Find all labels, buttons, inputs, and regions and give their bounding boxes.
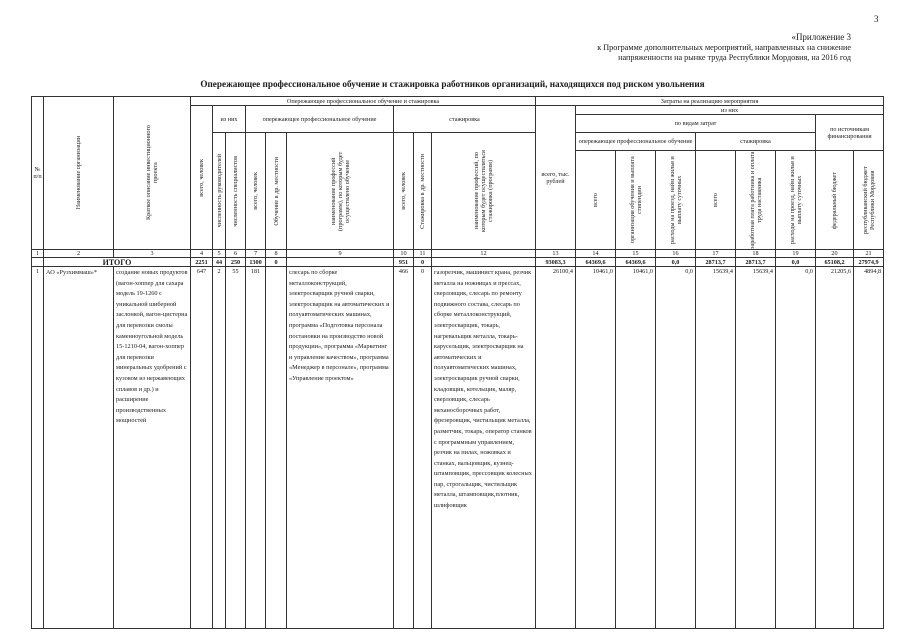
total-cell: 0	[414, 258, 432, 267]
header-internship: стажировка	[394, 106, 536, 133]
total-cell: 44	[213, 258, 226, 267]
header-project: Краткое описание инвестиционного проекта	[114, 97, 191, 250]
total-cell: 93083,3	[536, 258, 576, 267]
header-adv-professions: наименование профессий (программ), по которым будет осуществлено обучение	[287, 133, 394, 250]
total-cell: 0,0	[776, 258, 816, 267]
header-by-source: по источникам финансирования	[816, 115, 884, 151]
total-cell: 0	[266, 258, 287, 267]
header-training-group: Опережающее профессиональное обучение и стажировка	[191, 97, 536, 106]
col-num: 17	[696, 250, 736, 258]
header-costs-int: стажировка	[696, 133, 816, 151]
col-num: 16	[656, 250, 696, 258]
header-of-them: из них	[213, 106, 246, 133]
total-cell: 64369,6	[576, 258, 616, 267]
header-costs-republic: республиканский бюджет Республики Мордовия	[854, 151, 884, 250]
col-num: 7	[246, 250, 266, 258]
header-by-type: по видам затрат	[576, 115, 816, 133]
cell-costs-total: 26100,4	[536, 267, 576, 629]
col-num: 9	[287, 250, 394, 258]
total-cell	[32, 258, 44, 267]
header-costs-adv: опережающее профессиональное обучение	[576, 133, 696, 151]
col-num: 5	[213, 250, 226, 258]
cell-int-other-location: 0	[414, 267, 432, 629]
header-adv-total: всего, человек	[246, 133, 266, 250]
col-num: 13	[536, 250, 576, 258]
appendix-line-1: к Программе дополнительных мероприятий, направленных на снижение	[597, 42, 851, 52]
cell-costs-adv-total: 10461,0	[576, 267, 616, 629]
header-costs-federal: федеральный бюджет	[816, 151, 854, 250]
header-managers: численность руководителей	[213, 133, 226, 250]
col-num: 11	[414, 250, 432, 258]
page-number: 3	[874, 14, 879, 24]
header-costs-adv-org: организация обучения и выплата стипендии	[616, 151, 656, 250]
header-costs-adv-total: всего	[576, 151, 616, 250]
header-int-professions: наименование профессий, по которым будет осуществляться стажировка (программ)	[432, 133, 536, 250]
int-professions-list: газорезчик, машинист крана, резчик металла на ножницах и прессах, сверловщик, слесарь по ремонту подвижного состава, слесарь по сборке металлоконструкций, электросварщик, токарь, нагревальщик металла, токарь-карусельщик, электросварщик на автоматических и полуавтоматических машинах, электросварщик ручной сварки, кладовщик, котельщик, маляр, сверловщик, слесарь механосборочных работ, фрезеровщик, чистильщик металла, разметчик, токарь, оператор станков с программным управлением, резчик на пилах, ножовках и станках, вальцовщик, кузнец-штамповщик, прессовщик колесных пар, строгальщик, чистильщик металла, штамповщик,плотник, шлифовщик	[432, 267, 536, 629]
col-num: 10	[394, 250, 414, 258]
cell-adv-total: 181	[246, 267, 266, 629]
col-num: 3	[114, 250, 191, 258]
total-cell: 27974,9	[854, 258, 884, 267]
total-cell: 0,0	[656, 258, 696, 267]
col-num: 8	[266, 250, 287, 258]
header-costs-total: всего, тыс. рублей	[536, 106, 576, 250]
col-num: 12	[432, 250, 536, 258]
header-int-total: всего, человек	[394, 133, 414, 250]
header-org: Наименование организации	[44, 97, 114, 250]
header-total-persons: всего, человек	[191, 106, 213, 250]
col-num: 19	[776, 250, 816, 258]
header-specialists: численность специалистов	[226, 133, 246, 250]
header-adv-other-location: Обучение в др. местности	[266, 133, 287, 250]
header-costs-int-total: всего	[696, 151, 736, 250]
cell-costs-federal: 21205,6	[816, 267, 854, 629]
header-int-other-location: Стажировка в др. местности	[414, 133, 432, 250]
cell-costs-int-total: 15639,4	[696, 267, 736, 629]
total-label: ИТОГО	[44, 258, 191, 267]
col-num: 18	[736, 250, 776, 258]
cell-specialists: 55	[226, 267, 246, 629]
total-cell: 2251	[191, 258, 213, 267]
total-cell: 65108,2	[816, 258, 854, 267]
total-row	[32, 258, 884, 267]
col-num: 14	[576, 250, 616, 258]
header-costs-int-travel: расходы на проезд, найм жилья и выплату суточных	[776, 151, 816, 250]
total-cell: 1300	[246, 258, 266, 267]
header-costs-int-salary: заработная плата работника и оплата труда наставника	[736, 151, 776, 250]
cell-costs-int-travel: 0,0	[776, 267, 816, 629]
col-num: 15	[616, 250, 656, 258]
header-costs-adv-travel: расходы на проезд, найм жилья и выплату суточных	[656, 151, 696, 250]
col-num: 2	[44, 250, 114, 258]
cell-total-persons: 647	[191, 267, 213, 629]
col-num: 21	[854, 250, 884, 258]
header-costs-of-them: из них	[576, 106, 884, 115]
total-cell: 951	[394, 258, 414, 267]
appendix-title: «Приложение 3	[791, 32, 851, 42]
cell-costs-adv-travel: 0,0	[656, 267, 696, 629]
col-num: 6	[226, 250, 246, 258]
main-table	[31, 96, 884, 629]
cell-managers: 2	[213, 267, 226, 629]
header-num: № п/п	[32, 97, 44, 250]
cell-costs-int-salary: 15639,4	[736, 267, 776, 629]
cell-costs-adv-org: 10461,0	[616, 267, 656, 629]
total-cell: 28713,7	[696, 258, 736, 267]
col-num: 4	[191, 250, 213, 258]
total-cell: 250	[226, 258, 246, 267]
header-costs-group: Затраты на реализацию мероприятия	[536, 97, 884, 106]
total-cell	[287, 258, 394, 267]
appendix-note	[597, 32, 851, 64]
column-numbers-row	[32, 250, 884, 258]
document-title: Опережающее профессиональное обучение и стажировка работников организаций, находящихся под риском увольнения	[200, 79, 705, 89]
col-num: 1	[32, 250, 44, 258]
appendix-line-2: напряженности на рынке труда Республики Мордовия, на 2016 год	[618, 53, 851, 62]
cell-int-total: 466	[394, 267, 414, 629]
project-description: создание новых продуктов (вагон-хоппер для сахара модель 19-1260 с уникальной шиберной заслонкой, вагон-цистерна для перевозки смолы каменноугольной модель 15-1210-04, вагон-хоппер для перевозки минеральных удобрений с кузовом из нержавеющих сплавов и др.) и расширение производственных мощностей	[114, 267, 191, 629]
header-adv-training: опережающее профессиональное обучение	[246, 106, 394, 133]
col-num: 20	[816, 250, 854, 258]
total-cell: 28713,7	[736, 258, 776, 267]
adv-professions-list: слесарь по сборке металлоконструкций, электросварщик ручной сварки, электросварщик на автоматических и полуавтоматических машинах, программа «Подготовка персонала постановки на производство новой продукции», программа «Маркетинг и управление качеством», программа «Менеджер в персонале», программа «Управление проектом»	[287, 267, 394, 629]
row-num: 1	[32, 267, 44, 629]
total-cell: 64369,6	[616, 258, 656, 267]
table-row	[32, 267, 884, 629]
total-cell	[432, 258, 536, 267]
org-name: АО «Рузхиммаш»*	[44, 267, 114, 629]
cell-costs-republic: 4894,8	[854, 267, 884, 629]
cell-adv-other-location	[266, 267, 287, 629]
